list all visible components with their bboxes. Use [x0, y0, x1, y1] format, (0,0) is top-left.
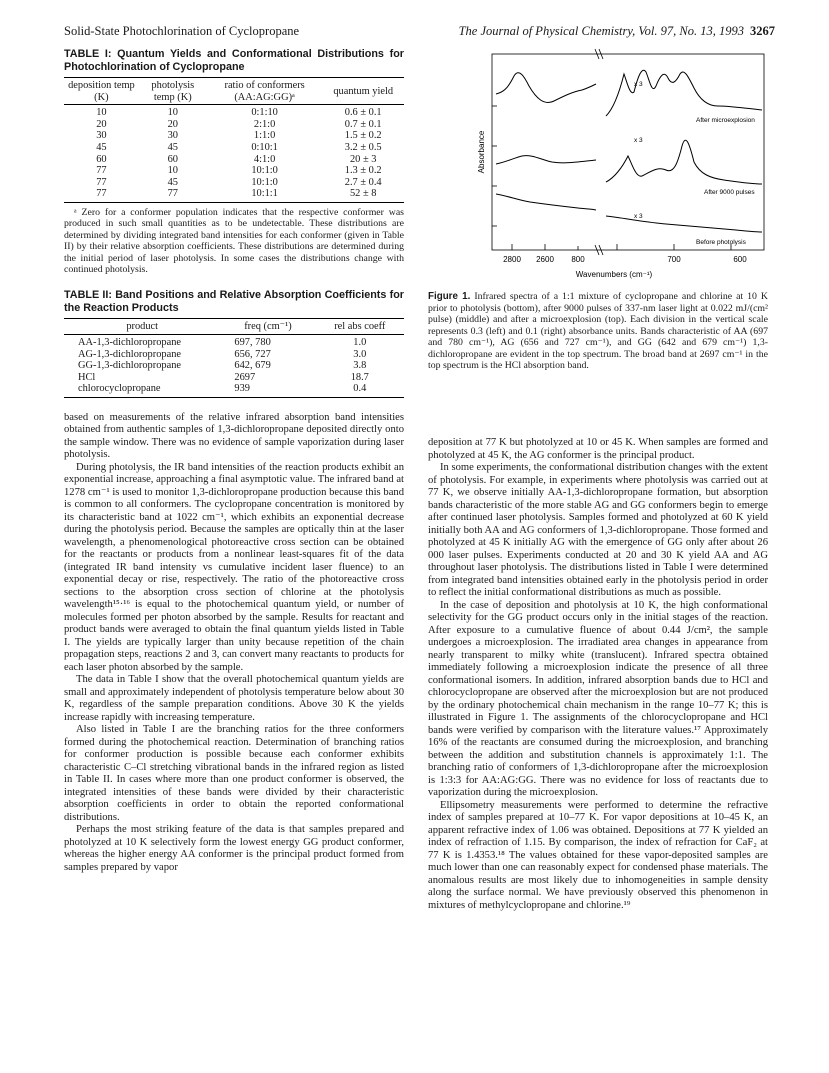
- table1-cell: 77: [96, 176, 107, 188]
- table1-cell: 1.3 ± 0.2: [344, 165, 382, 177]
- table1-cell: 60: [167, 153, 178, 165]
- right-column: [428, 437, 768, 912]
- multiplier-label: x 3: [634, 81, 643, 88]
- trace-label: After 9000 pulses: [704, 189, 755, 196]
- table1-cell: 10:1:0: [251, 176, 278, 188]
- multiplier-label: x 3: [634, 137, 643, 144]
- table2-cell: GG-1,3-dichloropropane: [78, 360, 182, 372]
- table2-cell: 939: [220, 383, 315, 397]
- paragraph: The data in Table I show that the overall photochemical quantum yields are small and approximately independent of photolysis temperature below about 30 K, regardless of the sample preparation conditions. Above 30 K the yields increase rapidly with increasing temperature.: [64, 674, 404, 723]
- table1-cell: 30: [167, 130, 178, 142]
- table1-cell: 20: [167, 118, 178, 130]
- figure-1-spectra: [474, 46, 774, 286]
- table1-cell: 20 ± 3: [349, 153, 377, 165]
- plot-frame: [492, 54, 764, 250]
- table1-cell: 2:1:0: [253, 118, 276, 130]
- trace-after-9000-pulses: [496, 140, 762, 184]
- table1-cell: 52 ± 8: [322, 188, 404, 202]
- trace-label: After microexplosion: [696, 117, 755, 124]
- table2: [64, 318, 404, 398]
- table2-row: [64, 349, 404, 361]
- table2-cell: 1.0: [353, 336, 367, 348]
- table2-row: [64, 334, 404, 348]
- paragraph: deposition at 77 K but photolyzed at 10 or 45 K. When samples are formed and photolyzed at 45 K, the AG conformer is the principal product.: [428, 437, 768, 461]
- table1-cell: 3.2 ± 0.5: [344, 141, 382, 153]
- running-title: Solid-State Photochlorination of Cyclopropane: [64, 24, 300, 38]
- table1-cell: 0.6 ± 0.1: [344, 107, 382, 119]
- table1-cell: 60: [96, 153, 107, 165]
- x-tick-label: 2800: [503, 255, 521, 264]
- table1-cell: 10: [167, 165, 178, 177]
- table1-row: [64, 142, 404, 154]
- x-tick-label: 800: [571, 255, 585, 264]
- table1-cell: 30: [96, 130, 107, 142]
- table1-cell: 45: [96, 141, 107, 153]
- table1-cell: 77: [139, 188, 207, 202]
- table2-cell: 0.4: [316, 383, 404, 397]
- page-number: 3267: [750, 24, 775, 38]
- x-tick-label: 600: [733, 255, 747, 264]
- table2-cell: 697, 780: [234, 336, 271, 348]
- table2-row: [64, 383, 404, 397]
- figure-caption-label: Figure 1.: [428, 291, 471, 302]
- table2-header: rel abs coeff: [316, 319, 404, 335]
- table1-row: [64, 105, 404, 119]
- table1-cell: 1:1:0: [253, 130, 276, 142]
- table1-header: photolysis temp (K): [139, 78, 207, 105]
- table2-cell: HCl: [78, 371, 96, 383]
- trace-before-photolysis: [496, 194, 762, 232]
- table1-cell: 2.7 ± 0.4: [344, 176, 382, 188]
- table2-cell: AG-1,3-dichloropropane: [78, 348, 182, 360]
- table1-row: [64, 154, 404, 166]
- table2-caption: TABLE II: Band Positions and Relative Absorption Coefficients for the Reaction Products: [64, 289, 404, 314]
- table1-footnote-text: ᵃ Zero for a conformer population indicates that the respective conformer was produced in such small quantities as to be undetectable. These distributions are determined by dividing integrated band intensities for each conformer (given in Table II) by their relative absorption coefficients. These distributions are determined during the initial period of laser photolysis. In some cases the distributions change with continued photolysis.: [64, 206, 404, 275]
- trace-after-microexplosion: [496, 70, 762, 116]
- table1-cell: 77: [64, 188, 139, 202]
- table2-cell: 18.7: [350, 371, 369, 383]
- table1-cell: 10:1:1: [207, 188, 323, 202]
- left-body-text: [64, 412, 404, 875]
- table1-cell: 4:1:0: [253, 153, 276, 165]
- table1-header: ratio of conformers (AA:AG:GG)ᵃ: [207, 78, 323, 105]
- table2-row: [64, 372, 404, 384]
- x-axis-label: Wavenumbers (cm⁻¹): [575, 270, 653, 279]
- multiplier-label: x 3: [634, 213, 643, 220]
- table1-caption: TABLE I: Quantum Yields and Conformational Distributions for Photochlorination of Cyclopropane: [64, 48, 404, 73]
- table1-cell: 0:10:1: [251, 141, 278, 153]
- paragraph: Ellipsometry measurements were performed to determine the refractive index of samples prepared at 10–77 K. For vapor depositions at 10–45 K, an apparent refractive index of 1.06 was obtained. Depositions at 77 K yielded an index of refraction of 1.15. By comparison, the index of refraction for CaF₂ at 77 K is 1.4353.¹⁸ The values obtained for these vapor-deposited samples are much lower than one can reasonably expect for condensed phase materials. The anomalous results are most likely due to inhomogeneities in sample density along the surface normal. We have previously observed this phenomenon in mixtures of methylcyclopropane and chlorine.¹⁹: [428, 799, 768, 911]
- trace-label: Before photolysis: [696, 239, 746, 246]
- table1: [64, 77, 404, 203]
- table1-header: deposition temp (K): [64, 78, 139, 105]
- table1-cell: 45: [167, 141, 178, 153]
- paragraph: Perhaps the most striking feature of the data is that samples prepared and photolyzed at 10 K selectively form the lowest energy GG product conformer, whereas the higher energy AA conformer is the principal product formed from samples prepared by vapor: [64, 824, 404, 873]
- left-column: [64, 48, 404, 874]
- table1-cell: 77: [96, 165, 107, 177]
- table2-cell: chlorocyclopropane: [64, 383, 220, 397]
- table1-cell: 45: [167, 176, 178, 188]
- table1-row: [64, 188, 404, 202]
- figure-1-caption: [428, 291, 768, 372]
- x-tick-label: 2600: [536, 255, 554, 264]
- table2-header: product: [64, 319, 220, 335]
- y-axis-label: Absorbance: [477, 130, 486, 174]
- paragraph: During photolysis, the IR band intensities of the reaction products exhibit an exponential increase, approaching a final asymptotic value. The infrared band at 1278 cm⁻¹ is used to monitor 1,3-dichloropropane production because this band is common to all conformers. The cyclopropane concentration is monitored by its characteristic band at 1022 cm⁻¹, which exhibits an exponential decrease during the photolysis period. Because the samples are optically thin at the laser wavelength, a phenomenological photoreactive cross section can be obtained for the reactants or products from a nonlinear least-squares fit of the data (integrated IR band intensity vs cumulative incident laser fluence) to an exponential decay or rise, respectively. The ratio of the photoreactive cross sections to the absorption cross section of chlorine at the photolysis wavelength¹⁵·¹⁶ is equal to the photochemical quantum yield, or number of molecules formed per photon absorbed by the sample. Results for reactant and product bands were averaged to obtain the final quantum yields listed in Table I. The yields are typically larger than unity because repetition of the chain propagation steps, reactions 2 and 3, can convert many reactants to products for each laser photon absorbed by the sample.: [64, 461, 404, 673]
- table1-cell: 0:1:10: [251, 107, 278, 119]
- table1-row: [64, 119, 404, 131]
- table1-footnote: [64, 207, 404, 275]
- paragraph: In some experiments, the conformational distribution changes with the extent of photolysis. For example, in experiments where photolysis was carried out at 77 K, we observe initially AA-1,3-dichloropropane formation, but absorption bands characteristic of the more stable AG and GG conformers begin to emerge after continued laser photolysis. Samples formed and photolyzed at 60 K yield initially both AA and AG conformers of 1,3-dichloropropane. Those formed and photolyzed at 45 K initially AG with the emergence of GG only after about 26 000 laser pulses. Experiments conducted at 20 and 30 K yield AA and AG throughout laser photolysis. The distributions listed in Table I were determined from integrated band intensities obtained early in the photolysis period in order to reflect the initial conformational distributions as much as possible.: [428, 462, 768, 598]
- table1-row: [64, 177, 404, 189]
- table2-cell: 656, 727: [234, 348, 271, 360]
- x-tick-label: 700: [667, 255, 681, 264]
- paragraph: Also listed in Table I are the branching ratios for the three conformers formed during the photochemical reaction. Determination of branching ratios for conformer production is possible because each conformer exhibits characteristic C–Cl stretching vibrational bands in the infrared region as listed in Table II. In cases where more than one product conformer is observed, the integrated intensities of these bands were divided by their characteristic absorption coefficients in order to obtain the reported conformational distributions.: [64, 724, 404, 823]
- table1-cell: 10:1:0: [251, 165, 278, 177]
- table2-cell: 2697: [234, 371, 256, 383]
- journal-citation: [459, 24, 775, 39]
- paragraph: based on measurements of the relative infrared absorption band intensities obtained from authentic samples of 1,3-dichloropropane deposited directly onto the sample window. There was no evidence of sample vaporization during laser photolysis.: [64, 411, 404, 461]
- table2-header: freq (cm⁻¹): [220, 319, 315, 335]
- table2-cell: 642, 679: [234, 360, 271, 372]
- table1-cell: 0.7 ± 0.1: [344, 118, 382, 130]
- table1-cell: 10: [96, 107, 107, 119]
- table1-row: [64, 130, 404, 142]
- table1-row: [64, 165, 404, 177]
- figure-caption-text: Infrared spectra of a 1:1 mixture of cyclopropane and chlorine at 10 K prior to photolysis (bottom), after 9000 pulses of 337-nm laser light at 0.022 mJ/(cm² pulse) (middle) and after a microexplosion (top). Each division in the vertical scale represents 0.3 (left) and 0.1 (right) absorbance units. Bands characteristic of AA (697 and 780 cm⁻¹), AG (656 and 727 cm⁻¹), and GG (642 and 679 cm⁻¹) 1,3-dichloropropane are evident in the top spectrum. The broad band at 2697 cm⁻¹ in the top spectrum is the HCl absorption band.: [428, 291, 768, 371]
- table1-cell: 1.5 ± 0.2: [344, 130, 382, 142]
- journal-name: The Journal of Physical Chemistry, Vol. 97, No. 13, 1993: [458, 24, 744, 38]
- table2-cell: 3.8: [353, 360, 367, 372]
- table2-cell: AA-1,3-dichloropropane: [78, 336, 182, 348]
- table1-header: quantum yield: [322, 78, 404, 105]
- table2-row: [64, 360, 404, 372]
- table1-cell: 20: [96, 118, 107, 130]
- paragraph: In the case of deposition and photolysis at 10 K, the high conformational selectivity for the GG product occurs only in the initial stages of the reaction. After exposure to a cumulative fluence of about 0.44 J/cm², the sample undergoes a microexplosion. The irradiated area changes in appearance from nearly transparent to milky white (translucent). Infrared spectra obtained immediately following a microexplosion indicate the presence of all three conformational isomers. In addition, infrared absorption bands due to HCl and chlorocyclopropane are observed after the microexplosion but are not produced by the ordinary photochemical chain mechanism in the range 10–77 K; this is illustrated in Figure 1. The assignments of the chlorocyclopropane and HCl bands were verified by comparison with the literature values.¹⁷ Approximately 16% of the reactants are consumed during the microexplosion, and branching between the addition and substitution channels is approximately 1:1. The branching ratio of conformers of 1,3-dichloropropane after the microexplosion is 1:3:3 for AA:AG:GG. There was no evidence for loss of reactants due to vaporization during the microexplosion.: [428, 599, 768, 798]
- table1-cell: 10: [167, 107, 178, 119]
- table2-cell: 3.0: [353, 348, 367, 360]
